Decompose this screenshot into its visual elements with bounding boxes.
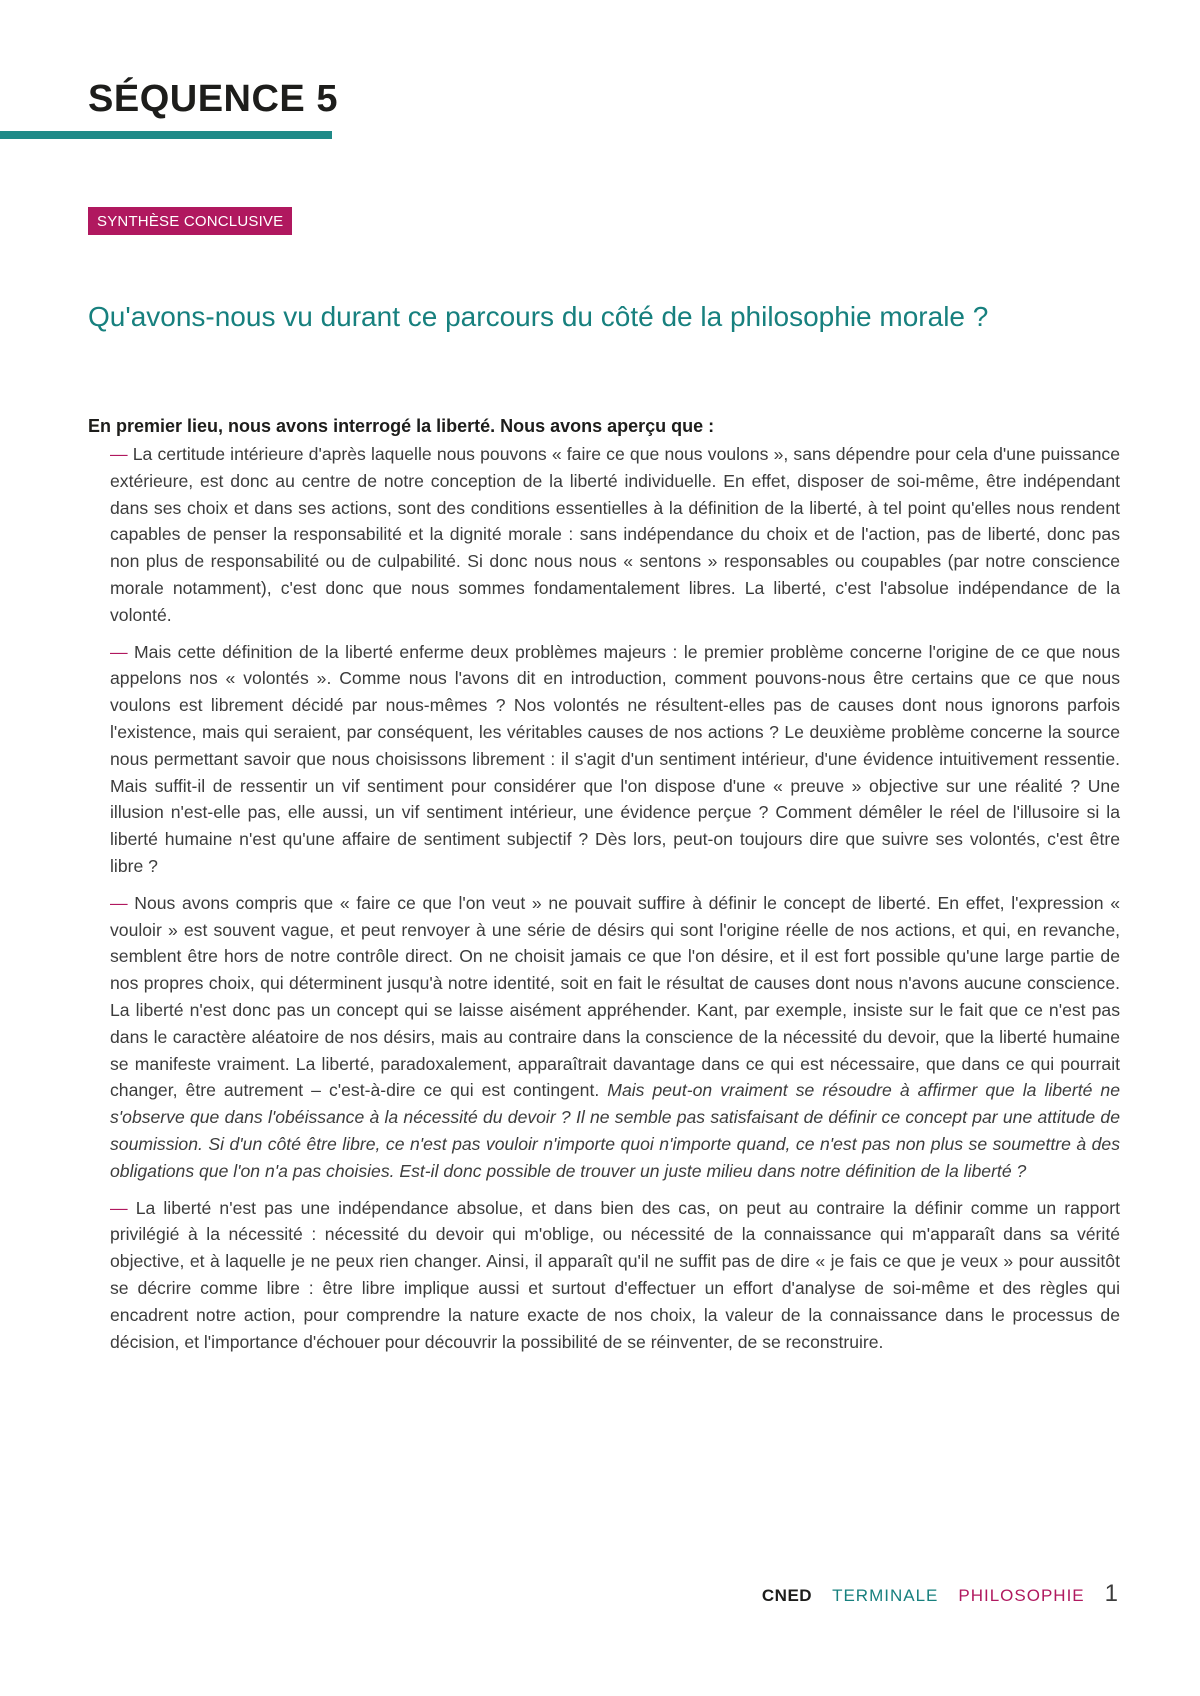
footer-brand: CNED xyxy=(761,1586,813,1605)
point-3 xyxy=(110,890,1120,1185)
point-2 xyxy=(110,639,1120,880)
point-1-text: La certitude intérieure d'après laquelle nous pouvons « faire ce que nous voulons », sans dépendre pour cela d'une puissance extérieure, est donc au centre de notre conception de la liberté individuelle. En effet, disposer de soi-même, être indépendant dans ses choix et dans ses actions, sont des conditions essentielles à la définition de la liberté, à tel point qu'elles nous rendent capables de penser la responsabilité et la dignité morale : sans indépendance du choix et de l'action, pas de liberté, donc pas non plus de responsabilité ou de culpabilité. Si donc nous nous « sentons » responsables ou coupables (par notre conscience morale notamment), c'est donc que nous sommes fondamentalement libres. La liberté, c'est l'absolue indépendance de la volonté. xyxy=(110,444,1120,625)
page-number: 1 xyxy=(1104,1580,1118,1607)
dash-bullet: — xyxy=(110,1197,128,1218)
point-3-text: Nous avons compris que « faire ce que l'on veut » ne pouvait suffire à définir le concept de liberté. En effet, l'expression « vouloir » est souvent vague, et peut renvoyer à une série de désirs qui sont l'origine réelle de nos actions, et qui, en revanche, semblent être hors de notre contrôle direct. On ne choisit jamais ce que l'on désire, et il est fort possible qu'une large partie de nos propres choix, qui déterminent jusqu'à notre identité, soit en fait le résultat de causes dont nous n'avons aucune conscience. La liberté n'est donc pas un concept qui se laisse aisément appréhender. Kant, par exemple, insiste sur le fait que ce n'est pas dans le caractère aléatoire de nos désirs, mais au contraire dans la conscience de la nécessité du devoir, que la liberté humaine se manifeste vraiment. La liberté, paradoxalement, apparaîtrait davantage dans ce qui est nécessaire, que dans ce qui pourrait changer, être autrement – c'est-à-dire ce qui est contingent. xyxy=(110,892,1120,1101)
dash-bullet: — xyxy=(110,444,128,464)
sequence-title: SÉQUENCE 5 xyxy=(88,78,338,120)
body-content xyxy=(88,416,1120,1365)
point-1 xyxy=(110,441,1120,629)
point-2-text: Mais cette définition de la liberté enferme deux problèmes majeurs : le premier problème concerne l'origine de ce que nous appelons nos « volontés ». Comme nous l'avons dit en introduction, comment pouvons-nous être certains que ce que nous voulons est librement décidé par nous-mêmes ? Nos volontés ne résultent-elles pas de causes dont nous ignorons parfois l'existence, mais qui seraient, par conséquent, les véritables causes de nos actions ? Le deuxième problème concerne la source nous permettant savoir que nous choisissons librement : il s'agit d'un sentiment intérieur, d'une évidence intuitivement ressentie. Mais suffit-il de ressentir un vif sentiment pour considérer que l'on dispose d'une « preuve » objective sur une réalité ? Une illusion n'est-elle pas, elle aussi, un vif sentiment intérieur, une évidence perçue ? Comment démêler le réel de l'illusoire si la liberté humaine n'est qu'une affaire de sentiment subjectif ? Dès lors, peut-on toujours dire que suivre ses volontés, c'est être libre ? xyxy=(110,641,1120,876)
dash-bullet: — xyxy=(110,641,128,662)
page-footer xyxy=(762,1580,1118,1608)
title-underline xyxy=(0,131,332,139)
dash-bullet: — xyxy=(110,892,128,913)
footer-level: TERMINALE xyxy=(832,1586,939,1605)
point-4-text: La liberté n'est pas une indépendance absolue, et dans bien des cas, on peut au contraire la définir comme un rapport privilégié à la nécessité : nécessité du devoir qui m'oblige, ou nécessité de la connaissance qui m'apparaît dans sa vérité objective, et à laquelle je ne peux rien changer. Ainsi, il apparaît qu'il ne suffit pas de dire « je fais ce que je veux » pour aussitôt se décrire comme libre : être libre implique aussi et surtout d'effectuer un effort d'analyse de soi-même et des règles qui encadrent notre action, pour comprendre la nature exacte de nos choix, la valeur de la connaissance dans le processus de décision, et l'importance d'échouer pour découvrir la possibilité de se réinventer, de se reconstruire. xyxy=(110,1197,1120,1352)
point-3-italic-text: Mais peut-on vraiment se résoudre à affirmer que la liberté ne s'observe que dans l'obéissance à la nécessité du devoir ? Il ne semble pas satisfaisant de définir ce concept par une attitude de soumission. Si d'un côté être libre, ce n'est pas vouloir n'importe quoi n'importe quand, ce n'est pas non plus se soumettre à des obligations que l'on n'a pas choisies. Est-il donc possible de trouver un juste milieu dans notre définition de la liberté ? xyxy=(110,1080,1120,1181)
section-tag: SYNTHÈSE CONCLUSIVE xyxy=(88,207,292,235)
section-heading: Qu'avons-nous vu durant ce parcours du côté de la philosophie morale ? xyxy=(88,301,989,332)
intro-paragraph: En premier lieu, nous avons interrogé la liberté. Nous avons aperçu que : xyxy=(88,416,715,436)
point-4 xyxy=(110,1195,1120,1356)
footer-subject: PHILOSOPHIE xyxy=(958,1586,1085,1605)
